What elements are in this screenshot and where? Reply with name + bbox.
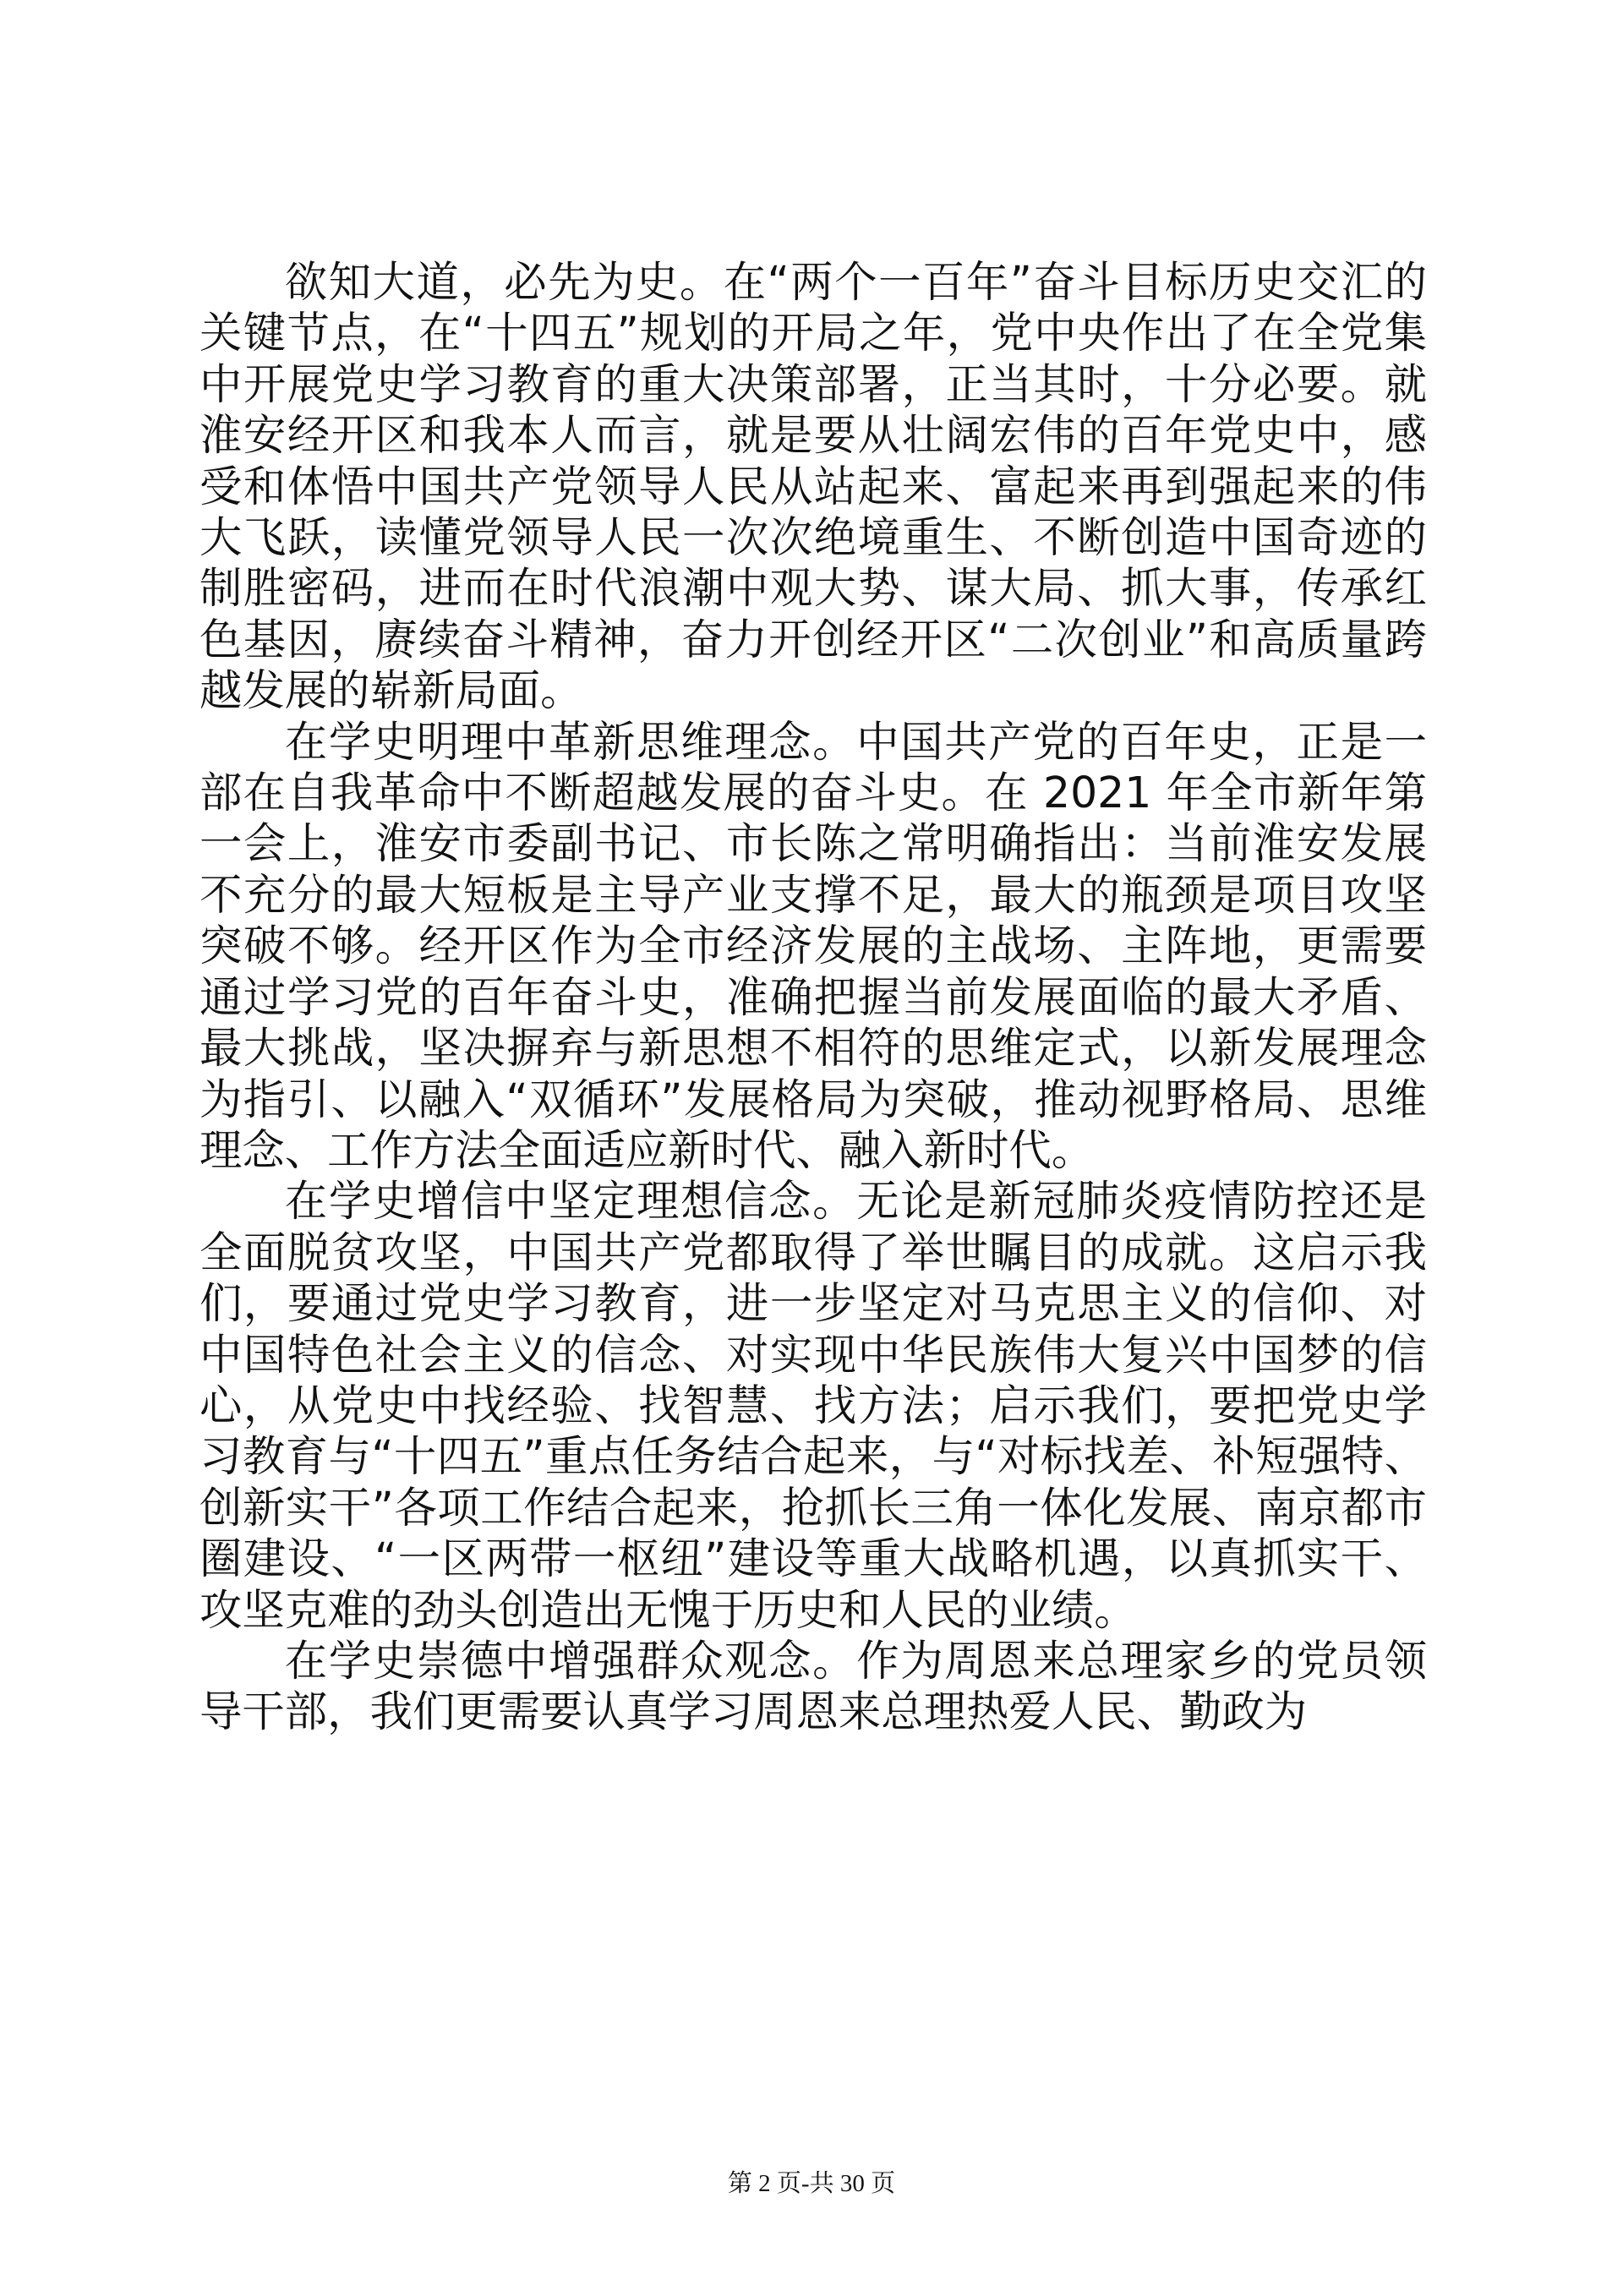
paragraph-xue-shi-chong-de: 在学史崇德中增强群众观念。作为周恩来总理家乡的党员领导干部，我们更需要认真学习周恩来总理热爱人民、勤政为 <box>199 1635 1427 1737</box>
page-footer: 第 2 页-共 30 页 <box>727 2170 896 2197</box>
paragraph-xue-shi-zeng-xin: 在学史增信中坚定理想信念。无论是新冠肺炎疫情防控还是全面脱贫攻坚，中国共产党都取得了举世瞩目的成就。这启示我们，要通过党史学习教育，进一步坚定对马克思主义的信仰、对中国特色社会主义的信念、对实现中华民族伟大复兴中国梦的信心，从党史中找经验、找智慧、找方法；启示我们，要把党史学习教育与“十四五”重点任务结合起来，与“对标找差、补短强特、创新实干”各项工作结合起来，抢抓长三角一体化发展、南京都市圈建设、“一区两带一枢纽”建设等重大战略机遇，以真抓实干、攻坚克难的劲头创造出无愧于历史和人民的业绩。 <box>199 1176 1427 1635</box>
paragraph-xue-shi-ming-li: 在学史明理中革新思维理念。中国共产党的百年史，正是一部在自我革命中不断超越发展的奋斗史。在 2021 年全市新年第一会上，淮安市委副书记、市长陈之常明确指出：当前淮安发展不充分的最大短板是主导产业支撑不足，最大的瓶颈是项目攻坚突破不够。经开区作为全市经济发展的主战场、主阵地，更需要通过学习党的百年奋斗史，准确把握当前发展面临的最大矛盾、最大挑战，坚决摒弃与新思想不相符的思维定式，以新发展理念为指引、以融入“双循环”发展格局为突破，推动视野格局、思维理念、工作方法全面适应新时代、融入新时代。 <box>199 716 1427 1175</box>
document-body <box>199 257 1427 1738</box>
paragraph-intro: 欲知大道，必先为史。在“两个一百年”奋斗目标历史交汇的关键节点，在“十四五”规划的开局之年，党中央作出了在全党集中开展党史学习教育的重大决策部署，正当其时，十分必要。就淮安经开区和我本人而言，就是要从壮阔宏伟的百年党史中，感受和体悟中国共产党领导人民从站起来、富起来再到强起来的伟大飞跃，读懂党领导人民一次次绝境重生、不断创造中国奇迹的制胜密码，进而在时代浪潮中观大势、谋大局、抓大事，传承红色基因，赓续奋斗精神，奋力开创经开区“二次创业”和高质量跨越发展的崭新局面。 <box>199 257 1427 716</box>
